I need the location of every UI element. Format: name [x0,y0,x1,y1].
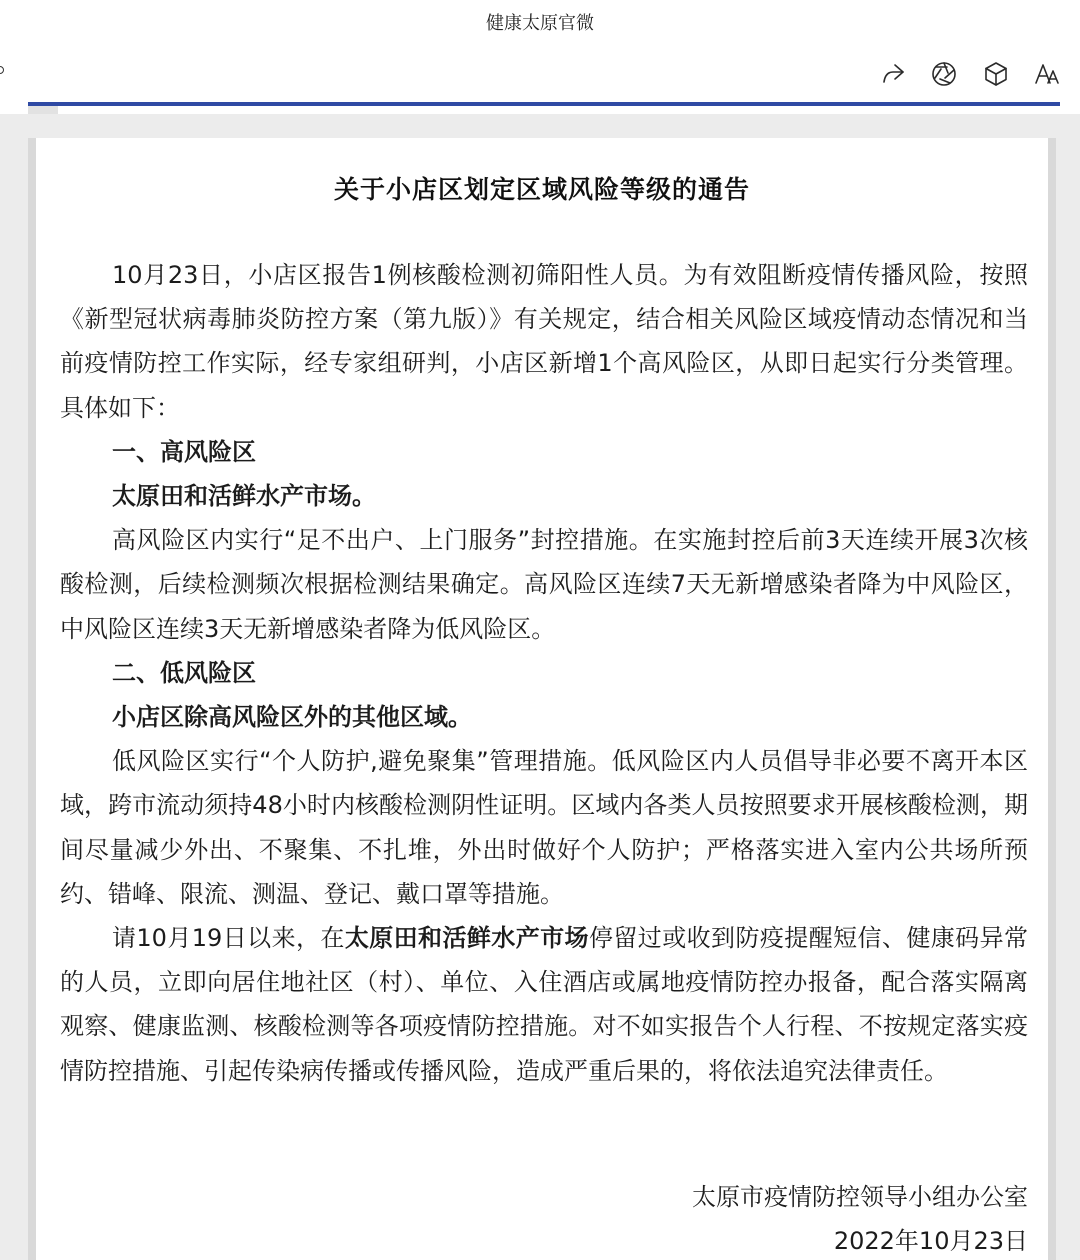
high-risk-area: 太原田和活鲜水产市场。 [112,482,376,511]
sheet-shadow-left [28,138,36,1260]
sheet-shadow-right [1048,138,1056,1260]
signature-block [692,1175,1028,1260]
divider-stub [28,106,58,114]
font-size-button[interactable] [1030,57,1064,91]
issue-date: 2022年10月23日 [833,1227,1028,1255]
section-heading-low-risk: 二、低风险区 [112,658,256,687]
reporting-notice-paragraph [60,916,1028,1093]
aperture-icon [930,60,958,88]
notice-place: 太原田和活鲜水产市场 [344,924,589,953]
notice-document [36,138,1048,1260]
low-risk-measures: 低风险区实行“个人防护,避免聚集”管理措施。低风险区内人员倡导非必要不离开本区域，跨市流动须持48小时内核酸检测阴性证明。区域内各类人员按照要求开展核酸检测，期间尽量减少外出、不聚集、不扎堆，外出时做好个人防护；严格落实进入室内公共场所预约、错峰、限流、测温、登记、戴口罩等措施。 [60,747,1028,908]
accent-divider [28,102,1060,106]
low-risk-area: 小店区除高风险区外的其他区域。 [112,703,472,732]
notice-suffix: 停留过或收到防疫提醒短信、健康码异常的人员，立即向居住地社区（村）、单位、入住酒店或属地疫情防控办报备，配合落实隔离观察、健康监测、核酸检测等各项疫情防控措施。对不如实报告个人行程、不按规定落实疫情防控措施、引起传染病传播或传播风险，造成严重后果的，将依法追究法律责任。 [60,924,1029,1085]
notice-prefix: 请10月19日以来，在 [112,924,345,953]
high-risk-measures: 高风险区内实行“足不出户、上门服务”封控措施。在实施封控后前3天连续开展3次核酸检测，后续检测频次根据检测结果确定。高风险区连续7天无新增感染者降为中风险区，中风险区连续3天无新增感染者降为低风险区。 [60,526,1028,643]
toolbar [0,44,1080,102]
document-body [60,253,1028,1093]
top-bar [0,0,1080,44]
font-size-icon [1033,60,1061,88]
intro-paragraph: 10月23日，小店区报告1例核酸检测初筛阳性人员。为有效阻断疫情传播风险，按照《新型冠状病毒肺炎防控方案（第九版）》有关规定，结合相关风险区域疫情动态情况和当前疫情防控工作实际，经专家组研判，小店区新增1个高风险区，从即日起实行分类管理。具体如下： [60,261,1028,422]
section-heading-high-risk: 一、高风险区 [112,437,256,466]
aperture-button[interactable] [927,57,961,91]
back-icon[interactable] [0,66,4,74]
share-button[interactable] [876,57,910,91]
issuing-organization: 太原市疫情防控领导小组办公室 [692,1183,1028,1211]
article-image-area [0,114,1080,1260]
cube-button[interactable] [979,57,1013,91]
account-title: 健康太原官微 [486,13,594,34]
share-icon [879,60,907,88]
document-title: 关于小店区划定区域风险等级的通告 [333,175,750,204]
cube-icon [982,60,1010,88]
